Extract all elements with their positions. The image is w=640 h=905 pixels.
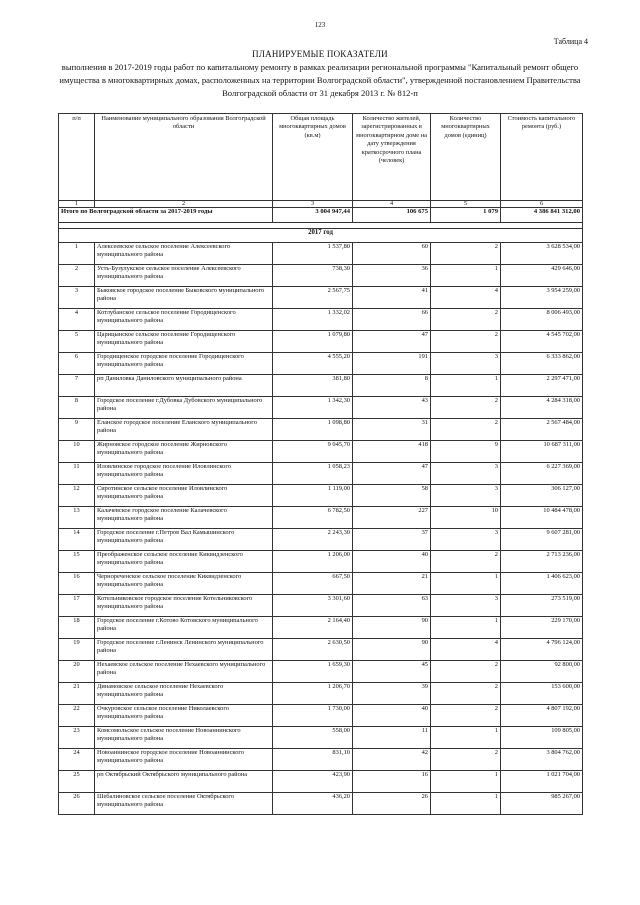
row-area: 1 058,23 bbox=[273, 463, 353, 485]
row-residents: 40 bbox=[353, 705, 431, 727]
total-cost: 4 386 841 312,00 bbox=[501, 208, 583, 223]
table-row bbox=[59, 287, 583, 309]
row-municipality-name: Шебалиновское сельское поселение Октябрьского муниципального района bbox=[95, 793, 273, 815]
row-cost: 1 406 623,00 bbox=[501, 573, 583, 595]
header-residents: Количество жителей, зарегистрированных в многоквартирном доме на дату утверждения краткосрочного плана (человек) bbox=[353, 114, 431, 201]
row-number: 1 bbox=[59, 243, 95, 265]
row-municipality-name: Калачевское городское поселение Калачевского муниципального района bbox=[95, 507, 273, 529]
col-number: 4 bbox=[353, 201, 431, 208]
row-area: 1 119,00 bbox=[273, 485, 353, 507]
row-houses: 1 bbox=[431, 573, 501, 595]
header-area: Общая площадь многоквартирных домов (кв.м) bbox=[273, 114, 353, 201]
row-number: 22 bbox=[59, 705, 95, 727]
row-area: 558,00 bbox=[273, 727, 353, 749]
row-municipality-name: Городское поселение г.Дубовка Дубовского муниципального района bbox=[95, 397, 273, 419]
row-number: 24 bbox=[59, 749, 95, 771]
row-area: 1 659,30 bbox=[273, 661, 353, 683]
table-row bbox=[59, 595, 583, 617]
row-municipality-name: Чернореченское сельское поселение Киквидзенского муниципального района bbox=[95, 573, 273, 595]
total-area: 3 004 947,44 bbox=[273, 208, 353, 223]
row-cost: 4 545 702,00 bbox=[501, 331, 583, 353]
row-municipality-name: Сиротинское сельское поселение Иловлинского муниципального района bbox=[95, 485, 273, 507]
row-houses: 3 bbox=[431, 463, 501, 485]
row-number: 9 bbox=[59, 419, 95, 441]
table-row bbox=[59, 243, 583, 265]
row-cost: 429 646,00 bbox=[501, 265, 583, 287]
document-title: ПЛАНИРУЕМЫЕ ПОКАЗАТЕЛИ bbox=[252, 49, 388, 59]
row-residents: 47 bbox=[353, 463, 431, 485]
row-residents: 418 bbox=[353, 441, 431, 463]
row-houses: 2 bbox=[431, 749, 501, 771]
row-cost: 229 170,00 bbox=[501, 617, 583, 639]
table-row bbox=[59, 375, 583, 397]
row-residents: 90 bbox=[353, 639, 431, 661]
row-municipality-name: Иловлинское городское поселение Иловлинского муниципального района bbox=[95, 463, 273, 485]
table-row bbox=[59, 661, 583, 683]
row-area: 1 730,00 bbox=[273, 705, 353, 727]
row-number: 14 bbox=[59, 529, 95, 551]
row-cost: 4 284 318,00 bbox=[501, 397, 583, 419]
row-residents: 227 bbox=[353, 507, 431, 529]
year-row bbox=[59, 229, 583, 243]
row-cost: 6 227 369,00 bbox=[501, 463, 583, 485]
row-number: 20 bbox=[59, 661, 95, 683]
row-cost: 2 567 484,00 bbox=[501, 419, 583, 441]
row-residents: 39 bbox=[353, 683, 431, 705]
row-cost: 6 333 862,00 bbox=[501, 353, 583, 375]
table-row bbox=[59, 749, 583, 771]
row-cost: 153 600,00 bbox=[501, 683, 583, 705]
table-row bbox=[59, 419, 583, 441]
row-residents: 43 bbox=[353, 397, 431, 419]
row-number: 19 bbox=[59, 639, 95, 661]
row-cost: 4 796 124,00 bbox=[501, 639, 583, 661]
table-row bbox=[59, 485, 583, 507]
row-number: 5 bbox=[59, 331, 95, 353]
row-cost: 1 021 704,00 bbox=[501, 771, 583, 793]
header-num: п/п bbox=[59, 114, 95, 201]
table-row bbox=[59, 639, 583, 661]
row-number: 17 bbox=[59, 595, 95, 617]
row-cost: 3 628 534,00 bbox=[501, 243, 583, 265]
row-area: 1 332,02 bbox=[273, 309, 353, 331]
row-number: 12 bbox=[59, 485, 95, 507]
table-row bbox=[59, 529, 583, 551]
row-area: 1 537,80 bbox=[273, 243, 353, 265]
total-row bbox=[59, 208, 583, 223]
row-cost: 109 805,00 bbox=[501, 727, 583, 749]
row-number: 23 bbox=[59, 727, 95, 749]
row-houses: 2 bbox=[431, 331, 501, 353]
document-subtitle: выполнения в 2017-2019 годы работ по капитальному ремонту в рамках реализации региональной программы "Капитальный ремонт общего имущества в многоквартирных домах, расположенных на территории Волгоградской области", утвержденной постановлением Правительства Волгоградской области от 31 декабря 2013 г. № 812-п bbox=[59, 62, 581, 98]
row-municipality-name: Алексеевское сельское поселение Алексеевского муниципального района bbox=[95, 243, 273, 265]
table-row bbox=[59, 771, 583, 793]
row-houses: 1 bbox=[431, 617, 501, 639]
table-row bbox=[59, 551, 583, 573]
row-municipality-name: Городское поселение г.Котово Котовского муниципального района bbox=[95, 617, 273, 639]
row-cost: 4 807 192,00 bbox=[501, 705, 583, 727]
row-houses: 1 bbox=[431, 375, 501, 397]
row-area: 1 098,80 bbox=[273, 419, 353, 441]
row-houses: 2 bbox=[431, 683, 501, 705]
row-municipality-name: Очкуровское сельское поселение Николаевского муниципального района bbox=[95, 705, 273, 727]
row-area: 831,10 bbox=[273, 749, 353, 771]
row-residents: 63 bbox=[353, 595, 431, 617]
row-municipality-name: Нехаевское сельское поселение Нехаевского муниципального района bbox=[95, 661, 273, 683]
row-cost: 2 713 236,00 bbox=[501, 551, 583, 573]
row-area: 381,80 bbox=[273, 375, 353, 397]
row-cost: 306 127,00 bbox=[501, 485, 583, 507]
row-area: 6 782,50 bbox=[273, 507, 353, 529]
row-number: 7 bbox=[59, 375, 95, 397]
row-cost: 10 484 478,00 bbox=[501, 507, 583, 529]
header-houses: Количество многоквартирных домов (единиц) bbox=[431, 114, 501, 201]
row-area: 436,20 bbox=[273, 793, 353, 815]
table-row bbox=[59, 463, 583, 485]
row-area: 2 567,75 bbox=[273, 287, 353, 309]
row-residents: 36 bbox=[353, 265, 431, 287]
row-cost: 92 800,00 bbox=[501, 661, 583, 683]
row-cost: 8 006 493,00 bbox=[501, 309, 583, 331]
row-residents: 37 bbox=[353, 529, 431, 551]
table-row bbox=[59, 793, 583, 815]
row-area: 2 630,50 bbox=[273, 639, 353, 661]
row-houses: 3 bbox=[431, 485, 501, 507]
table-row bbox=[59, 617, 583, 639]
row-number: 8 bbox=[59, 397, 95, 419]
row-houses: 3 bbox=[431, 595, 501, 617]
row-number: 25 bbox=[59, 771, 95, 793]
row-area: 1 079,80 bbox=[273, 331, 353, 353]
row-municipality-name: рп Даниловка Даниловского муниципального района bbox=[95, 375, 273, 397]
row-residents: 26 bbox=[353, 793, 431, 815]
row-number: 10 bbox=[59, 441, 95, 463]
row-houses: 4 bbox=[431, 287, 501, 309]
row-cost: 985 267,00 bbox=[501, 793, 583, 815]
row-number: 2 bbox=[59, 265, 95, 287]
row-residents: 41 bbox=[353, 287, 431, 309]
col-number: 5 bbox=[431, 201, 501, 208]
row-number: 6 bbox=[59, 353, 95, 375]
table-row bbox=[59, 309, 583, 331]
row-residents: 58 bbox=[353, 485, 431, 507]
table-row bbox=[59, 683, 583, 705]
table-row bbox=[59, 353, 583, 375]
year-label: 2017 год bbox=[59, 229, 583, 243]
row-residents: 90 bbox=[353, 617, 431, 639]
row-residents: 8 bbox=[353, 375, 431, 397]
page-number: 123 bbox=[314, 21, 326, 29]
row-area: 9 045,70 bbox=[273, 441, 353, 463]
row-cost: 273 519,00 bbox=[501, 595, 583, 617]
row-area: 2 164,40 bbox=[273, 617, 353, 639]
row-houses: 2 bbox=[431, 309, 501, 331]
row-municipality-name: Жирновское городское поселение Жирновского муниципального района bbox=[95, 441, 273, 463]
row-houses: 2 bbox=[431, 705, 501, 727]
row-municipality-name: Городищенское городское поселение Городищенского муниципального района bbox=[95, 353, 273, 375]
row-residents: 66 bbox=[353, 309, 431, 331]
table-row bbox=[59, 507, 583, 529]
row-municipality-name: Комсомольское сельское поселение Новоаннинского муниципального района bbox=[95, 727, 273, 749]
row-municipality-name: Еланское городское поселение Еланского муниципального района bbox=[95, 419, 273, 441]
row-houses: 1 bbox=[431, 265, 501, 287]
row-residents: 42 bbox=[353, 749, 431, 771]
row-number: 11 bbox=[59, 463, 95, 485]
total-houses: 1 079 bbox=[431, 208, 501, 223]
row-residents: 21 bbox=[353, 573, 431, 595]
table-row bbox=[59, 397, 583, 419]
row-area: 1 206,70 bbox=[273, 683, 353, 705]
row-cost: 3 954 259,00 bbox=[501, 287, 583, 309]
row-municipality-name: Динамовское сельское поселение Нехаевского муниципального района bbox=[95, 683, 273, 705]
table-number: Таблица 4 bbox=[553, 37, 588, 46]
row-municipality-name: Усть-Бузулукское сельское поселение Алексеевского муниципального района bbox=[95, 265, 273, 287]
row-houses: 1 bbox=[431, 771, 501, 793]
row-number: 15 bbox=[59, 551, 95, 573]
row-number: 16 bbox=[59, 573, 95, 595]
row-municipality-name: Царицынское сельское поселение Городищенского муниципального района bbox=[95, 331, 273, 353]
row-houses: 2 bbox=[431, 551, 501, 573]
row-area: 423,90 bbox=[273, 771, 353, 793]
row-municipality-name: Преображенское сельское поселение Киквидзенского муниципального района bbox=[95, 551, 273, 573]
row-municipality-name: Котлубанское сельское поселение Городищенского муниципального района bbox=[95, 309, 273, 331]
table-row bbox=[59, 265, 583, 287]
col-number: 2 bbox=[95, 201, 273, 208]
row-area: 667,50 bbox=[273, 573, 353, 595]
header-name: Наименование муниципального образования Волгоградской области bbox=[95, 114, 273, 201]
row-houses: 2 bbox=[431, 661, 501, 683]
row-cost: 9 607 281,00 bbox=[501, 529, 583, 551]
row-municipality-name: Быковское городское поселение Быковского муниципального района bbox=[95, 287, 273, 309]
row-houses: 2 bbox=[431, 397, 501, 419]
indicators-table bbox=[58, 113, 583, 815]
row-area: 3 301,60 bbox=[273, 595, 353, 617]
table-row bbox=[59, 727, 583, 749]
row-number: 3 bbox=[59, 287, 95, 309]
row-number: 26 bbox=[59, 793, 95, 815]
row-number: 4 bbox=[59, 309, 95, 331]
row-number: 18 bbox=[59, 617, 95, 639]
row-houses: 4 bbox=[431, 639, 501, 661]
row-houses: 1 bbox=[431, 727, 501, 749]
table-row bbox=[59, 705, 583, 727]
row-residents: 11 bbox=[353, 727, 431, 749]
total-label: Итого по Волгоградской области за 2017-2019 годы bbox=[59, 208, 273, 223]
row-municipality-name: Новоаннинское городское поселение Новоаннинского муниципального района bbox=[95, 749, 273, 771]
row-residents: 40 bbox=[353, 551, 431, 573]
row-area: 4 555,20 bbox=[273, 353, 353, 375]
table-row bbox=[59, 331, 583, 353]
total-residents: 106 675 bbox=[353, 208, 431, 223]
row-residents: 191 bbox=[353, 353, 431, 375]
row-houses: 10 bbox=[431, 507, 501, 529]
column-number-row bbox=[59, 201, 583, 208]
table-row bbox=[59, 573, 583, 595]
row-cost: 3 804 762,00 bbox=[501, 749, 583, 771]
row-houses: 1 bbox=[431, 793, 501, 815]
row-cost: 2 297 471,00 bbox=[501, 375, 583, 397]
row-number: 13 bbox=[59, 507, 95, 529]
row-municipality-name: рп Октябрьский Октябрьского муниципального района bbox=[95, 771, 273, 793]
row-houses: 9 bbox=[431, 441, 501, 463]
table-header-row bbox=[59, 114, 583, 201]
row-area: 738,30 bbox=[273, 265, 353, 287]
row-area: 2 243,30 bbox=[273, 529, 353, 551]
row-area: 1 206,00 bbox=[273, 551, 353, 573]
row-residents: 47 bbox=[353, 331, 431, 353]
row-residents: 60 bbox=[353, 243, 431, 265]
row-residents: 31 bbox=[353, 419, 431, 441]
row-municipality-name: Городское поселение г.Ленинск Ленинского муниципального района bbox=[95, 639, 273, 661]
row-houses: 2 bbox=[431, 243, 501, 265]
row-municipality-name: Котельниковское городское поселение Котельниковского муниципального района bbox=[95, 595, 273, 617]
table-row bbox=[59, 441, 583, 463]
row-cost: 10 687 311,00 bbox=[501, 441, 583, 463]
row-houses: 3 bbox=[431, 353, 501, 375]
col-number: 6 bbox=[501, 201, 583, 208]
row-residents: 45 bbox=[353, 661, 431, 683]
row-residents: 16 bbox=[353, 771, 431, 793]
row-number: 21 bbox=[59, 683, 95, 705]
row-area: 1 342,30 bbox=[273, 397, 353, 419]
header-cost: Стоимость капитального ремонта (руб.) bbox=[501, 114, 583, 201]
col-number: 3 bbox=[273, 201, 353, 208]
row-municipality-name: Городское поселение г.Петров Вал Камышинского муниципального района bbox=[95, 529, 273, 551]
row-houses: 3 bbox=[431, 529, 501, 551]
row-houses: 2 bbox=[431, 419, 501, 441]
col-number: 1 bbox=[59, 201, 95, 208]
